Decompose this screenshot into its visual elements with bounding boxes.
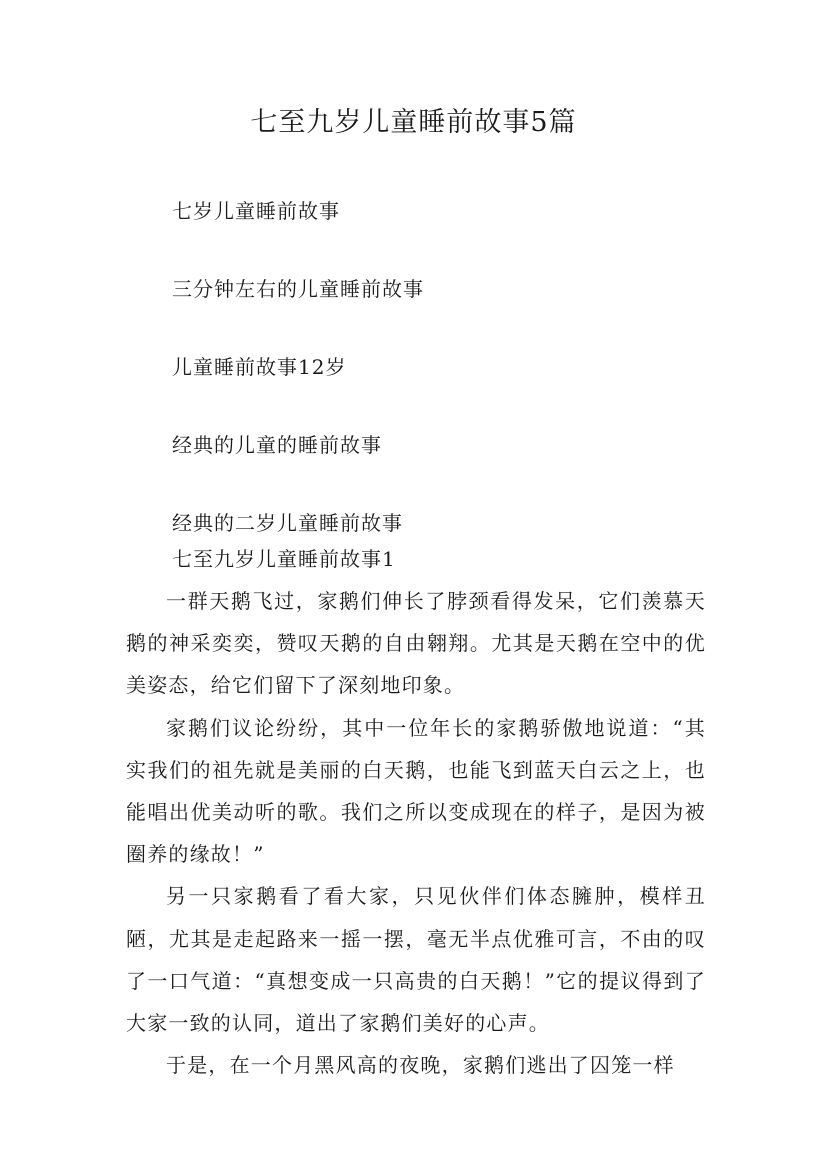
related-titles-list	[172, 196, 424, 538]
document-title: 七至九岁儿童睡前故事5篇	[250, 107, 577, 138]
related-title-item: 经典的二岁儿童睡前故事	[172, 511, 403, 535]
story-paragraph: 一群天鹅飞过，家鹅们伸长了脖颈看得发呆，它们羡慕天鹅的神采奕奕，赞叹天鹅的自由翱翔。尤其是天鹅在空中的优美姿态，给它们留下了深刻地印象。	[126, 589, 706, 698]
related-title-item: 经典的儿童的睡前故事	[172, 433, 382, 457]
story-section	[126, 538, 706, 1086]
related-title-item: 三分钟左右的儿童睡前故事	[172, 277, 424, 301]
story-paragraph: 于是，在一个月黑风高的夜晚，家鹅们逃出了囚笼一样	[166, 1053, 675, 1078]
related-title-item: 七岁儿童睡前故事	[172, 199, 340, 223]
story-heading: 七至九岁儿童睡前故事1	[172, 547, 396, 571]
story-paragraph: 家鹅们议论纷纷，其中一位年长的家鹅骄傲地说道：“其实我们的祖先就是美丽的白天鹅，也能飞到蓝天白云之上，也能唱出优美动听的歌。我们之所以变成现在的样子，是因为被圈养的缘故！”	[126, 715, 706, 867]
related-title-item: 儿童睡前故事12岁	[172, 355, 347, 379]
story-paragraph: 另一只家鹅看了看大家，只见伙伴们体态臃肿，模样丑陋，尤其是走起路来一摇一摆，毫无半点优雅可言，不由的叹了一口气道：“真想变成一只高贵的白天鹅！”它的提议得到了大家一致的认同，道出了家鹅们美好的心声。	[126, 884, 706, 1036]
